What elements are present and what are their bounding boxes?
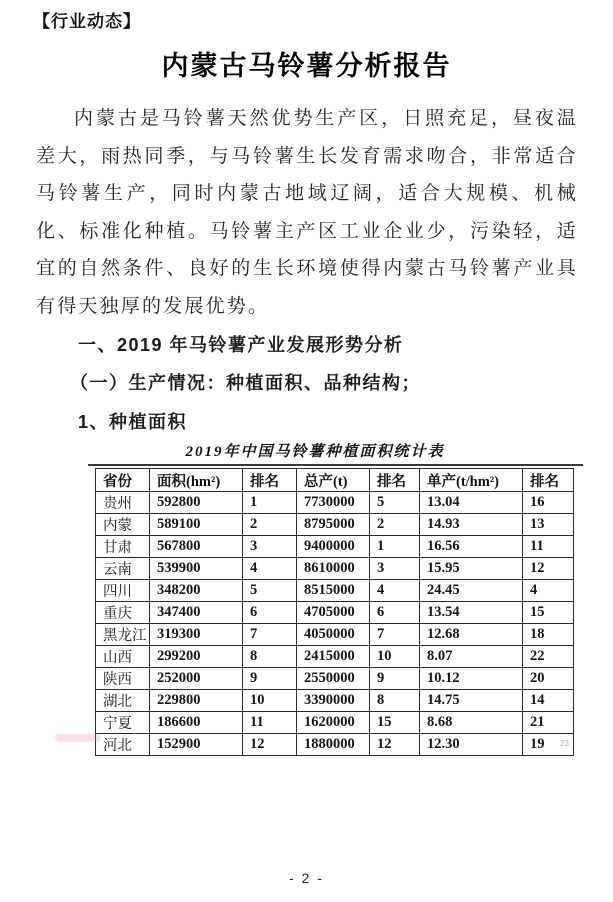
table-cell-value: 4	[243, 558, 297, 580]
table-row	[96, 492, 574, 514]
page-number: - 2 -	[289, 870, 324, 886]
table-top-border	[88, 464, 583, 466]
table-cell-value: 14.93	[420, 514, 523, 536]
table-cell-value: 592800	[150, 492, 243, 514]
table-cell-value: 16.56	[420, 536, 523, 558]
table-cell-value: 4050000	[297, 624, 370, 646]
table-cell-value: 12.30	[420, 734, 523, 756]
table-cell-value: 2415000	[297, 646, 370, 668]
table-row	[96, 536, 574, 558]
table-cell-value: 539900	[150, 558, 243, 580]
table-cell-value: 8610000	[297, 558, 370, 580]
table-cell-province: 宁夏	[96, 712, 150, 734]
table-cell-value: 8	[243, 646, 297, 668]
column-header-yield-rank: 排名	[523, 469, 574, 492]
column-header-output-rank: 排名	[370, 469, 420, 492]
table-cell-value: 12	[243, 734, 297, 756]
table-cell-value: 11	[523, 536, 574, 558]
table-cell-value: 13.04	[420, 492, 523, 514]
scan-artifact-page-number: 23	[560, 739, 569, 748]
table-cell-value: 12	[370, 734, 420, 756]
column-header-area-rank: 排名	[243, 469, 297, 492]
table-cell-value: 8	[370, 690, 420, 712]
table-cell-value: 22	[523, 646, 574, 668]
table-cell-province: 重庆	[96, 602, 150, 624]
table-cell-value: 19	[523, 734, 574, 756]
table-cell-value: 5	[370, 492, 420, 514]
table-cell-value: 348200	[150, 580, 243, 602]
table-cell-value: 299200	[150, 646, 243, 668]
table-cell-value: 8.07	[420, 646, 523, 668]
table-cell-value: 3	[243, 536, 297, 558]
table-cell-value: 152900	[150, 734, 243, 756]
table-row	[96, 602, 574, 624]
table-cell-value: 4705000	[297, 602, 370, 624]
table-cell-value: 567800	[150, 536, 243, 558]
table-cell-province: 黑龙江	[96, 624, 150, 646]
table-cell-value: 15	[370, 712, 420, 734]
table-row	[96, 734, 574, 756]
document-title: 内蒙古马铃薯分析报告	[161, 51, 452, 81]
column-header-total-output: 总产(t)	[297, 469, 370, 492]
table-cell-value: 319300	[150, 624, 243, 646]
table-cell-value: 186600	[150, 712, 243, 734]
table-cell-value: 229800	[150, 690, 243, 712]
table-cell-value: 18	[523, 624, 574, 646]
table-cell-value: 2	[243, 514, 297, 536]
table-row	[96, 712, 574, 734]
table-cell-province: 贵州	[96, 492, 150, 514]
table-cell-value: 1620000	[297, 712, 370, 734]
section-heading-2: （一）生产情况：种植面积、品种结构；	[70, 373, 421, 393]
table-row	[96, 690, 574, 712]
table-cell-province: 内蒙	[96, 514, 150, 536]
table-row	[96, 514, 574, 536]
table-cell-value: 7730000	[297, 492, 370, 514]
table-cell-value: 10.12	[420, 668, 523, 690]
table-cell-value: 4	[370, 580, 420, 602]
table-cell-value: 8.68	[420, 712, 523, 734]
table-cell-value: 589100	[150, 514, 243, 536]
table-cell-value: 3390000	[297, 690, 370, 712]
table-cell-value: 5	[243, 580, 297, 602]
table-cell-value: 1	[370, 536, 420, 558]
table-row	[96, 558, 574, 580]
table-cell-value: 7	[370, 624, 420, 646]
table-row	[96, 646, 574, 668]
table-cell-value: 9	[370, 668, 420, 690]
intro-paragraph: 内蒙古是马铃薯天然优势生产区，日照充足，昼夜温差大，雨热同季，与马铃薯生长发育需求吻合，非常适合马铃薯生产，同时内蒙古地域辽阔，适合大规模、机械化、标准化种植。马铃薯主产区工业企业少，污染轻，适宜的自然条件、良好的生长环境使得内蒙古马铃薯产业具有得天独厚的发展优势。	[36, 108, 578, 317]
table-cell-value: 20	[523, 668, 574, 690]
table-cell-value: 13.54	[420, 602, 523, 624]
section-heading-3: 1、种植面积	[78, 412, 188, 432]
table-cell-value: 4	[523, 580, 574, 602]
table-cell-value: 6	[370, 602, 420, 624]
table-cell-value: 13	[523, 514, 574, 536]
table-cell-value: 21	[523, 712, 574, 734]
table-cell-value: 24.45	[420, 580, 523, 602]
table-cell-value: 16	[523, 492, 574, 514]
table-row	[96, 668, 574, 690]
table-cell-value: 15.95	[420, 558, 523, 580]
table-cell-value: 12.68	[420, 624, 523, 646]
table-row	[96, 624, 574, 646]
table-cell-value: 3	[370, 558, 420, 580]
table-row	[96, 580, 574, 602]
table-cell-value: 6	[243, 602, 297, 624]
table-cell-value: 9400000	[297, 536, 370, 558]
table-cell-province: 甘肃	[96, 536, 150, 558]
table-cell-value: 14.75	[420, 690, 523, 712]
table-cell-value: 8515000	[297, 580, 370, 602]
table-cell-province: 陕西	[96, 668, 150, 690]
table-cell-value: 1	[243, 492, 297, 514]
column-header-yield: 单产(t/hm²)	[420, 469, 523, 492]
table-cell-province: 四川	[96, 580, 150, 602]
table-cell-value: 9	[243, 668, 297, 690]
section-heading-1: 一、2019 年马铃薯产业发展形势分析	[78, 335, 404, 355]
table-header-row	[96, 469, 574, 492]
column-header-area: 面积(hm²)	[150, 469, 243, 492]
table-cell-province: 河北	[96, 734, 150, 756]
table-cell-value: 11	[243, 712, 297, 734]
table-cell-value: 14	[523, 690, 574, 712]
table-cell-province: 云南	[96, 558, 150, 580]
table-cell-value: 7	[243, 624, 297, 646]
table-cell-value: 252000	[150, 668, 243, 690]
statistics-table	[95, 468, 574, 756]
table-cell-value: 12	[523, 558, 574, 580]
table-cell-value: 15	[523, 602, 574, 624]
table-cell-province: 山西	[96, 646, 150, 668]
scan-artifact-smudge	[55, 734, 101, 742]
table-title: 2019年中国马铃薯种植面积统计表	[185, 444, 445, 460]
table-cell-value: 2	[370, 514, 420, 536]
table-cell-value: 10	[370, 646, 420, 668]
column-header-province: 省份	[96, 469, 150, 492]
table-cell-value: 8795000	[297, 514, 370, 536]
table-cell-value: 2550000	[297, 668, 370, 690]
category-label: 【行业动态】	[33, 12, 141, 31]
table-cell-value: 10	[243, 690, 297, 712]
table-cell-province: 湖北	[96, 690, 150, 712]
table-cell-value: 1880000	[297, 734, 370, 756]
table-cell-value: 347400	[150, 602, 243, 624]
